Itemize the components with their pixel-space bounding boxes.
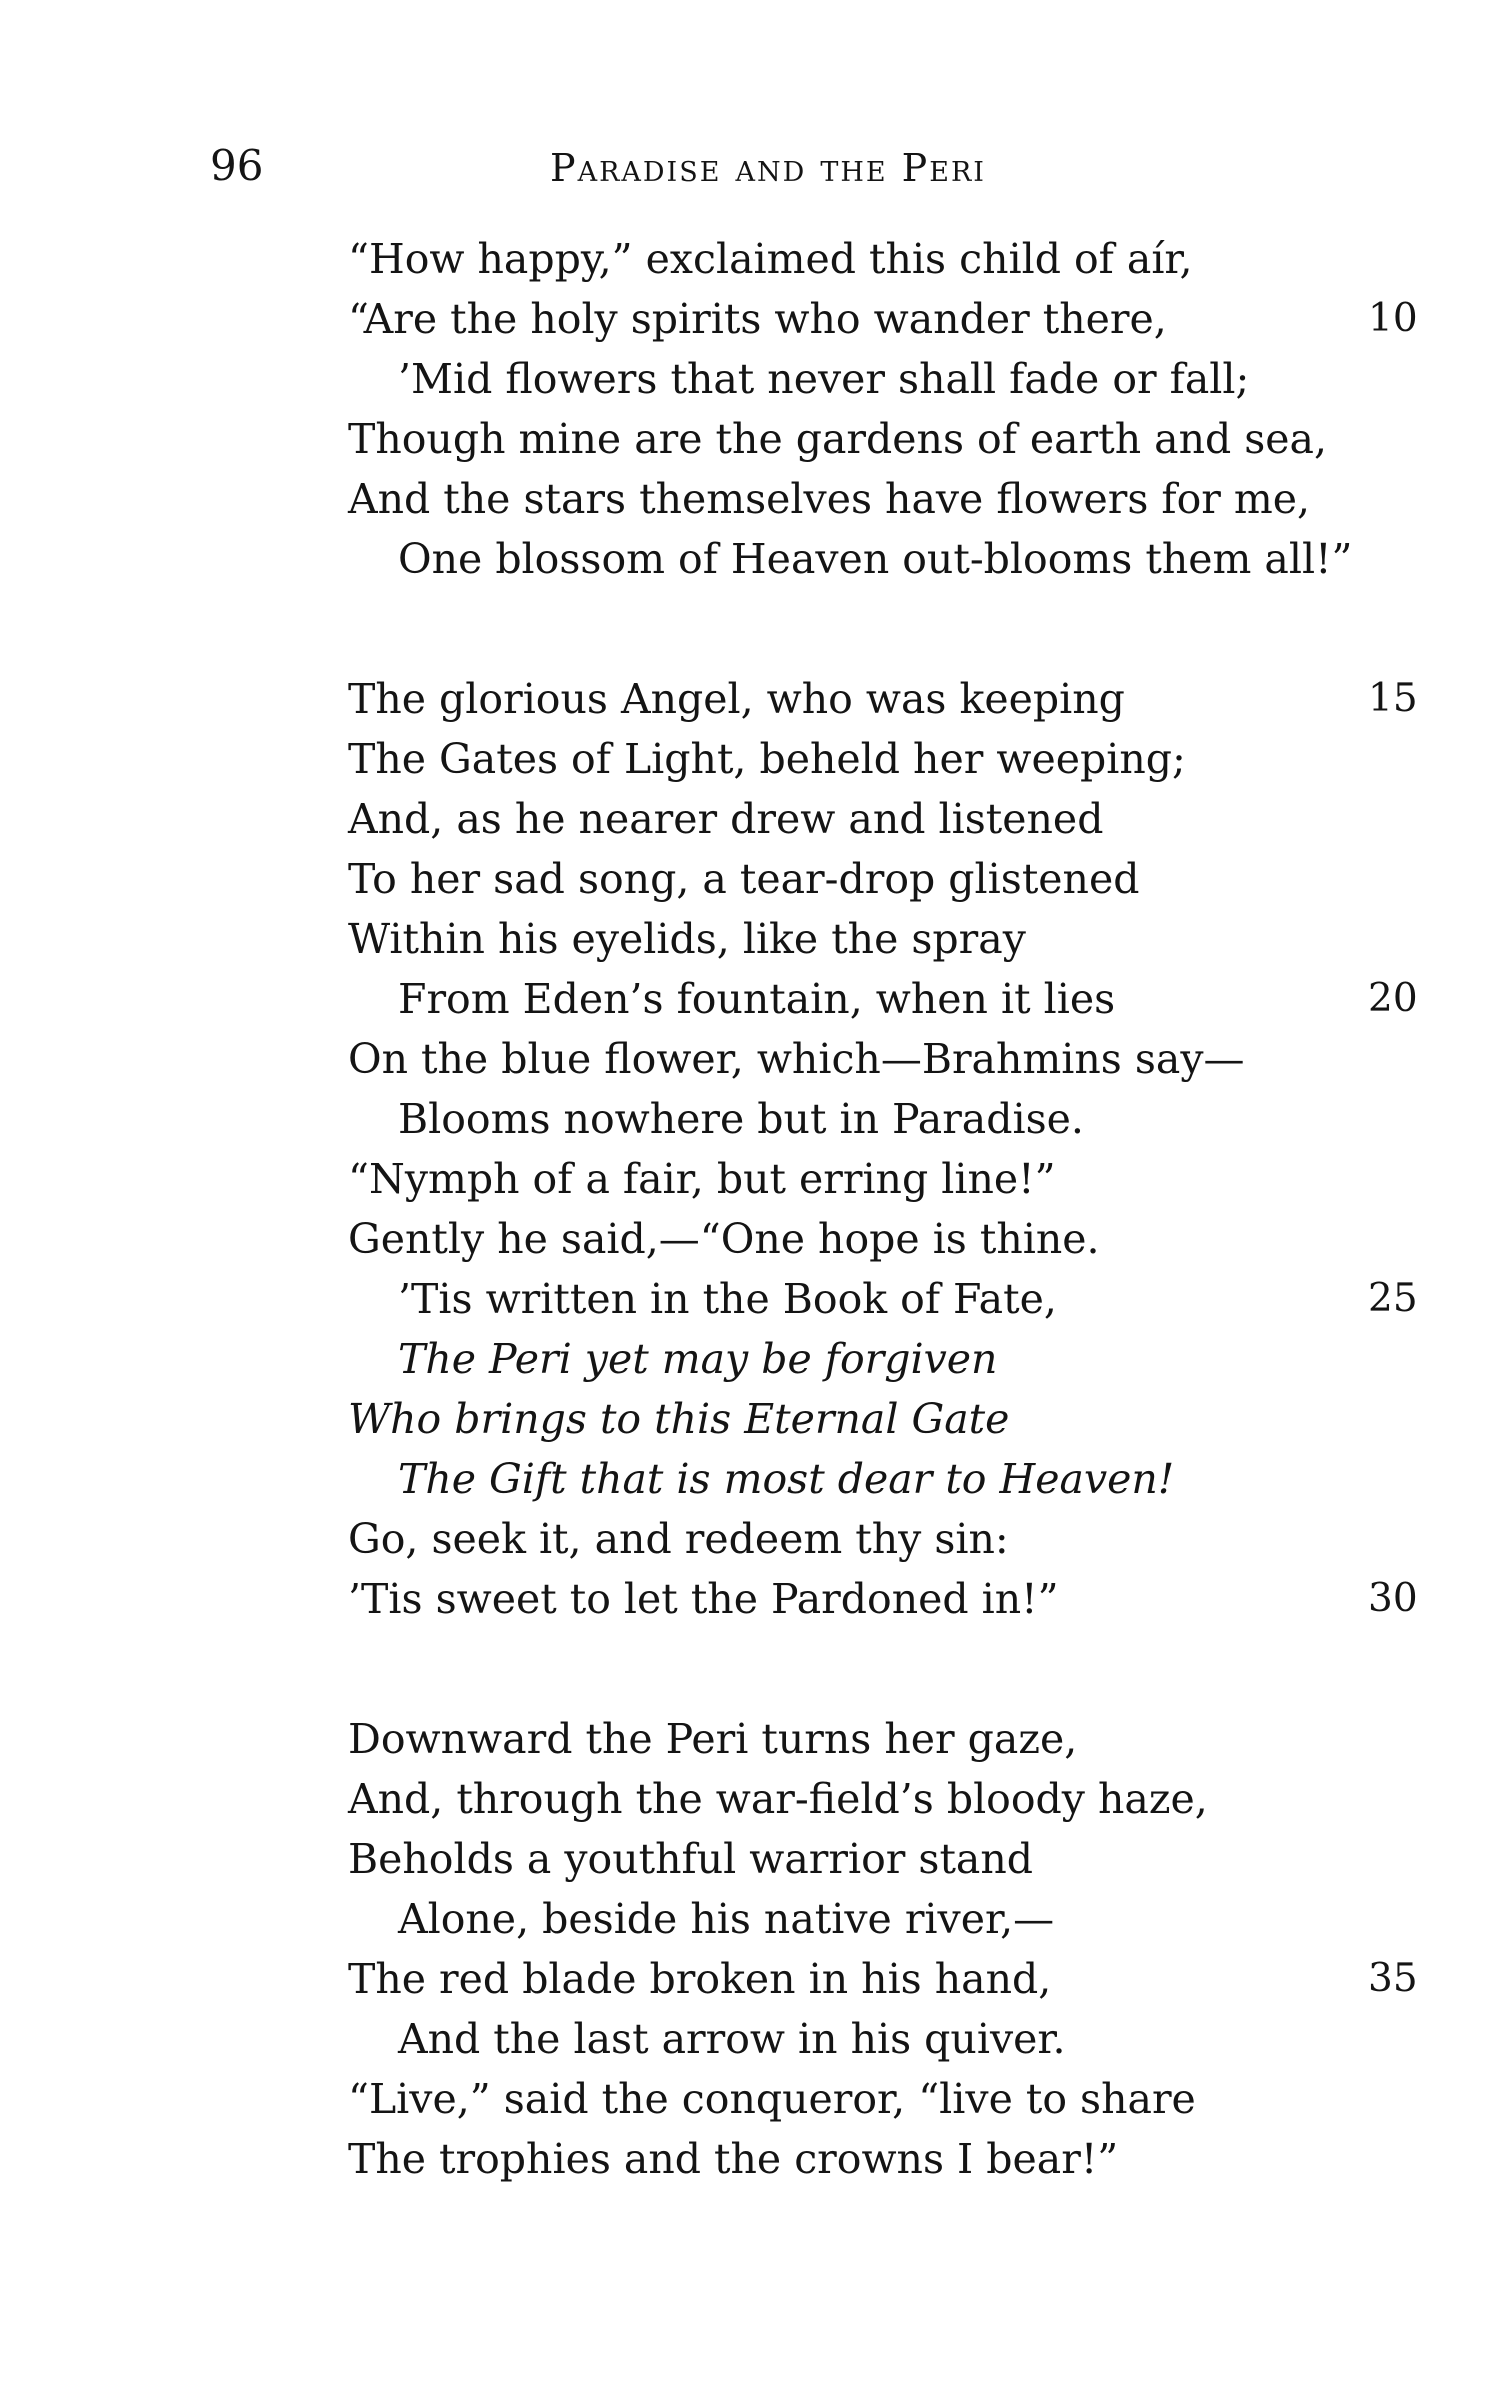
line-number: 10 xyxy=(1368,296,1418,341)
verse-line-italic: The Peri yet may be forgiven xyxy=(398,1335,998,1383)
line-number: 25 xyxy=(1368,1276,1418,1321)
line-number: 35 xyxy=(1368,1956,1418,2001)
verse-line: Beholds a youthful warrior stand xyxy=(348,1835,1034,1883)
verse-line: “Nymph of a fair, but erring line!” xyxy=(348,1155,1056,1203)
page-number: 96 xyxy=(210,141,264,190)
verse-line: Go, seek it, and redeem thy sin: xyxy=(348,1515,1009,1563)
verse-line: ’Tis sweet to let the Pardoned in!” xyxy=(348,1575,1059,1623)
verse-line: On the blue flower, which—Brahmins say— xyxy=(348,1035,1245,1083)
verse-line: “How happy,” exclaimed this child of aír, xyxy=(348,235,1193,283)
verse-line: ’Tis written in the Book of Fate, xyxy=(398,1275,1057,1323)
verse-line: Gently he said,—“One hope is thine. xyxy=(348,1215,1100,1263)
verse-line: Alone, beside his native river,— xyxy=(398,1895,1055,1943)
verse-line: And the last arrow in his quiver. xyxy=(398,2015,1066,2063)
verse-line: And, through the war-field’s bloody haze, xyxy=(348,1775,1208,1823)
verse-line-italic: The Gift that is most dear to Heaven! xyxy=(398,1455,1175,1503)
verse-line: “Are the holy spirits who wander there, xyxy=(348,295,1167,343)
verse-line: The glorious Angel, who was keeping xyxy=(348,675,1125,723)
verse-line: One blossom of Heaven out-blooms them all!” xyxy=(398,535,1353,583)
verse-line: The Gates of Light, beheld her weeping; xyxy=(348,735,1186,783)
line-number: 15 xyxy=(1368,676,1418,721)
line-number: 30 xyxy=(1368,1576,1418,1621)
verse-line: And, as he nearer drew and listened xyxy=(348,795,1104,843)
line-number: 20 xyxy=(1368,976,1418,1021)
verse-line: From Eden’s fountain, when it lies xyxy=(398,975,1116,1023)
verse-line: The red blade broken in his hand, xyxy=(348,1955,1052,2003)
verse-line: “Live,” said the conqueror, “live to share xyxy=(348,2075,1196,2123)
verse-line: Though mine are the gardens of earth and sea, xyxy=(348,415,1328,463)
verse-line-italic: Who brings to this Eternal Gate xyxy=(348,1395,1010,1443)
verse-line: And the stars themselves have flowers for me, xyxy=(348,475,1311,523)
running-head: Paradise and the Peri xyxy=(550,146,986,190)
verse-line: The trophies and the crowns I bear!” xyxy=(348,2135,1119,2183)
verse-line: Within his eyelids, like the spray xyxy=(348,915,1026,963)
verse-line: Blooms nowhere but in Paradise. xyxy=(398,1095,1084,1143)
verse-line: To her sad song, a tear-drop glistened xyxy=(348,855,1140,903)
verse-line: Downward the Peri turns her gaze, xyxy=(348,1715,1078,1763)
verse-line: ’Mid flowers that never shall fade or fall; xyxy=(398,355,1250,403)
